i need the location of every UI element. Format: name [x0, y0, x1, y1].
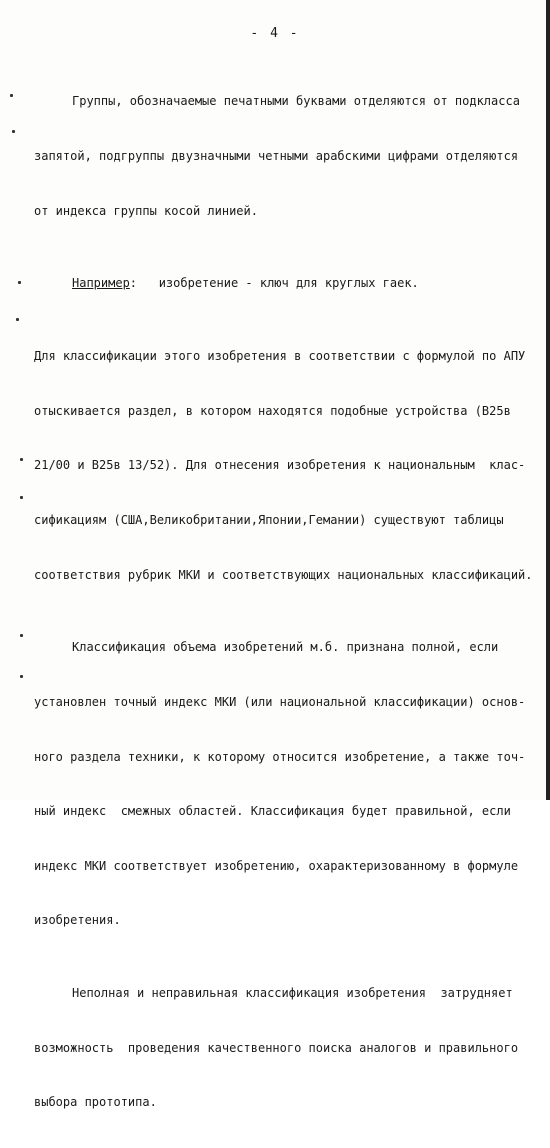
paragraph-line: Классификация объема изобретений м.б. признана полной, если: [72, 640, 499, 655]
paragraph-line: Группы, обозначаемые печатными буквами отделяются от подкласса: [72, 94, 520, 109]
paragraph-line: изобретения.: [34, 913, 121, 928]
paragraph-line: индекс МКИ соответствует изобретению, охарактеризованному в формуле: [34, 858, 519, 873]
paragraph-line: выбора прототипа.: [34, 1095, 157, 1110]
margin-mark: [20, 675, 23, 678]
margin-mark: [20, 458, 23, 461]
paragraph-line: сификациям (США,Великобритании,Японии,Гемании) существуют таблицы: [34, 512, 504, 527]
paragraph-line: запятой, подгруппы двузначными четными арабскими цифрами отделяются: [34, 149, 519, 163]
example-text: : изобретение - ключ для круглых гаек.: [129, 276, 419, 291]
margin-mark: [12, 130, 15, 133]
paragraph-line: соответствия рубрик МКИ и соответствующих национальных классификаций.: [34, 567, 533, 582]
margin-mark: [20, 634, 23, 637]
paragraph-line: Для классификации этого изобретения в соответствии с формулой по АПУ: [34, 349, 526, 364]
paragraph-line: установлен точный индекс МКИ (или национальной классификации) основ-: [34, 694, 526, 709]
paragraph-line: 21/00 и B25в 13/52). Для отнесения изобретения к национальным клас-: [34, 458, 526, 473]
page-number: - 4 -: [250, 26, 300, 41]
margin-mark: [18, 281, 21, 284]
paragraph-line: возможность проведения качественного поиска аналогов и правильного: [34, 1040, 519, 1055]
margin-mark: [16, 318, 19, 321]
document-body: [34, 56, 534, 1148]
margin-mark: [10, 94, 13, 97]
margin-mark: [20, 496, 23, 499]
paragraph-line: от индекса группы косой линией.: [34, 203, 258, 218]
page-edge-shadow: [546, 0, 550, 800]
example-line: [34, 274, 534, 292]
paragraph-line: отыскивается раздел, в котором находятся подобные устройства (B25в: [34, 403, 511, 418]
paragraph-line: ного раздела техники, к которому относится изобретение, а также точ-: [34, 749, 526, 764]
paragraph-line: Неполная и неправильная классификация изобретения затрудняет: [72, 986, 513, 1001]
example-label: Например: [72, 276, 130, 291]
paragraph-line: ный индекс смежных областей. Классификация будет правильной, если: [34, 804, 511, 819]
